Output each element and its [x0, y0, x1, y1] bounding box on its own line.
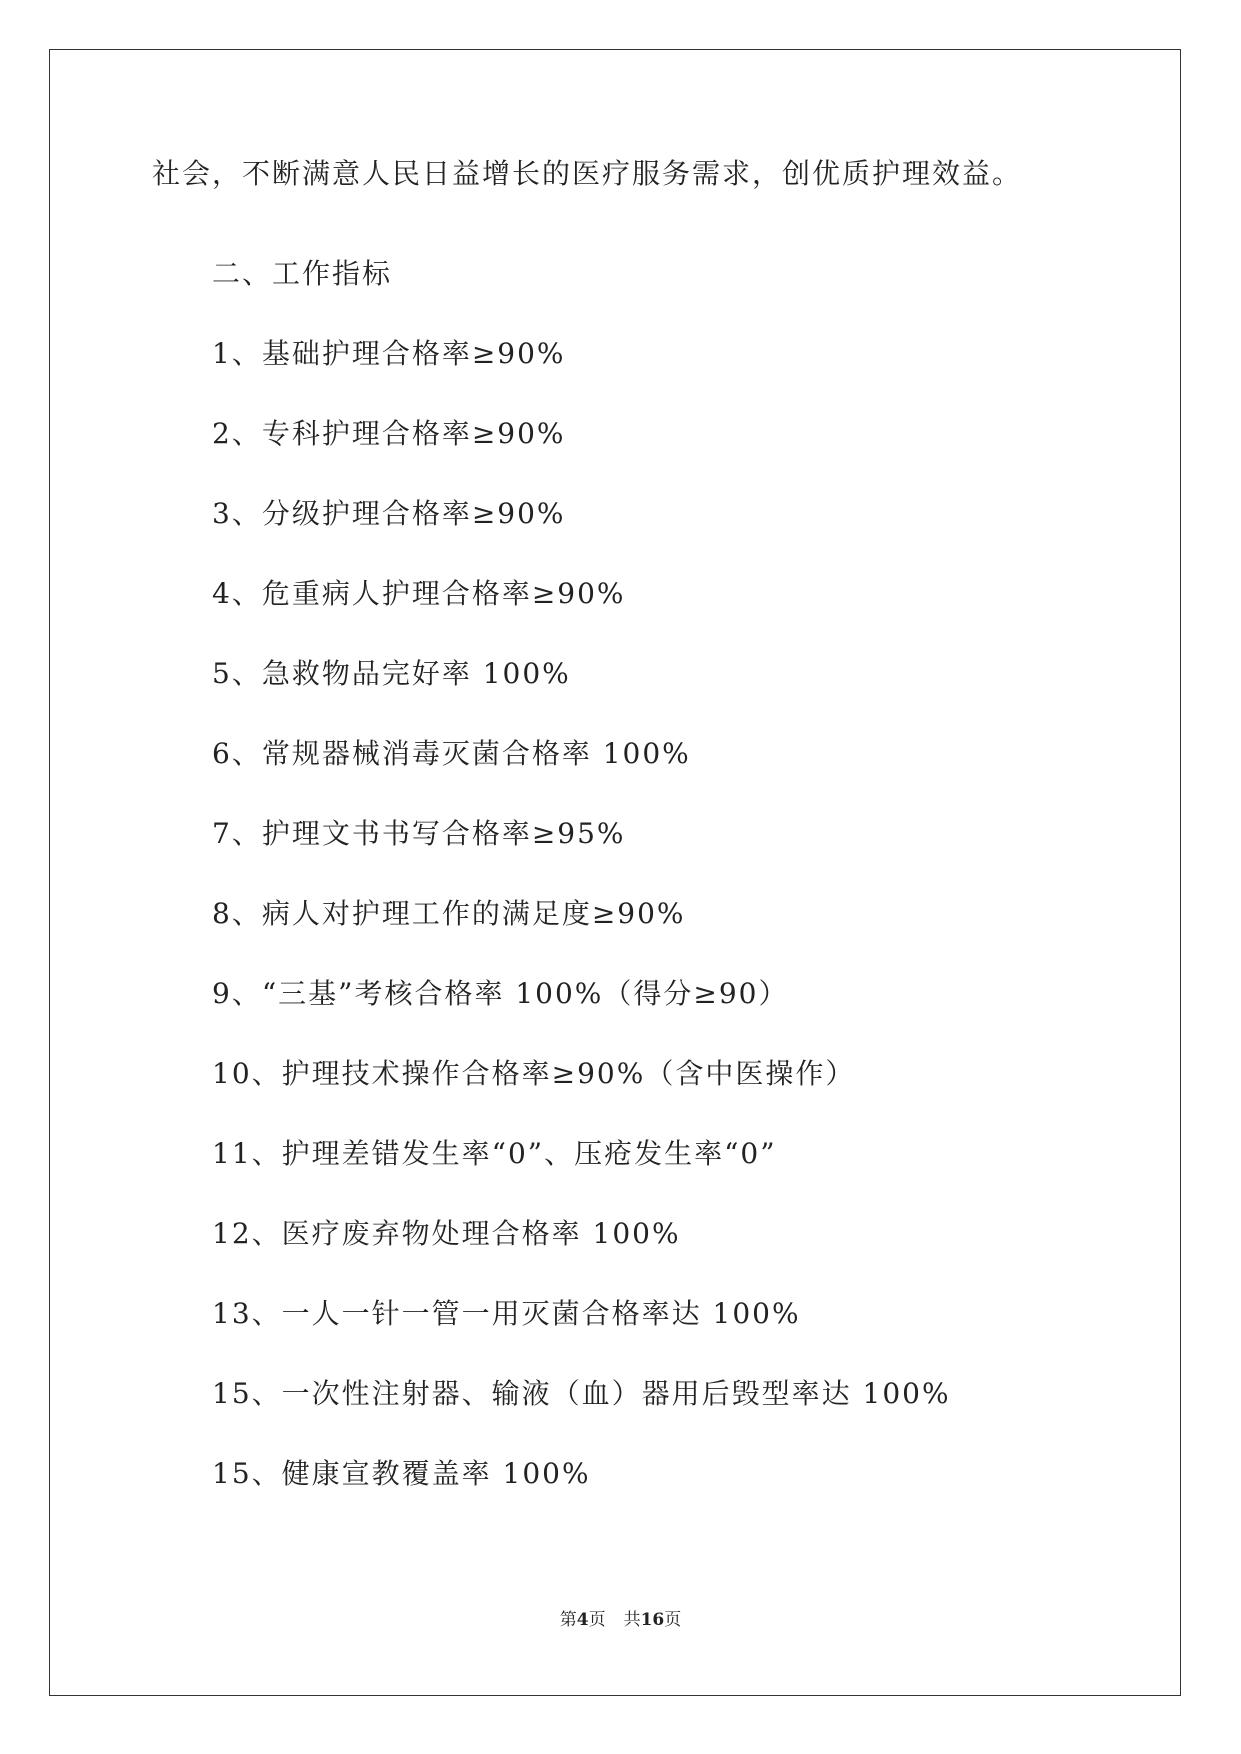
list-item: 1、基础护理合格率≥90% [212, 337, 566, 370]
page-unit: 页 [588, 1610, 606, 1630]
page-footer [0, 1609, 1241, 1631]
section-heading: 二、工作指标 [212, 257, 393, 290]
list-item: 7、护理文书书写合格率≥95% [212, 817, 626, 850]
total-unit: 页 [664, 1610, 682, 1630]
list-item: 6、常规器械消毒灭菌合格率 100% [212, 737, 691, 770]
list-item: 3、分级护理合格率≥90% [212, 497, 566, 530]
list-item: 4、危重病人护理合格率≥90% [212, 577, 626, 610]
list-item: 15、一次性注射器、输液（血）器用后毁型率达 100% [212, 1377, 951, 1410]
intro-line: 社会，不断满意人民日益增长的医疗服务需求，创优质护理效益。 [152, 157, 1023, 190]
list-item: 5、急救物品完好率 100% [212, 657, 571, 690]
page-total: 16 [640, 1610, 665, 1630]
page-current: 4 [576, 1610, 589, 1630]
list-item: 13、一人一针一管一用灭菌合格率达 100% [212, 1297, 801, 1330]
list-item: 9、“三基”考核合格率 100%（得分≥90） [212, 977, 789, 1010]
page-prefix: 第 [559, 1610, 577, 1630]
page-border [49, 49, 1181, 1696]
list-item: 2、专科护理合格率≥90% [212, 417, 566, 450]
list-item: 11、护理差错发生率“0”、压疮发生率“0” [212, 1137, 777, 1170]
total-prefix: 共 [623, 1610, 641, 1630]
list-item: 10、护理技术操作合格率≥90%（含中医操作） [212, 1057, 856, 1090]
list-item: 8、病人对护理工作的满足度≥90% [212, 897, 686, 930]
list-item: 15、健康宣教覆盖率 100% [212, 1457, 591, 1490]
list-item: 12、医疗废弃物处理合格率 100% [212, 1217, 681, 1250]
